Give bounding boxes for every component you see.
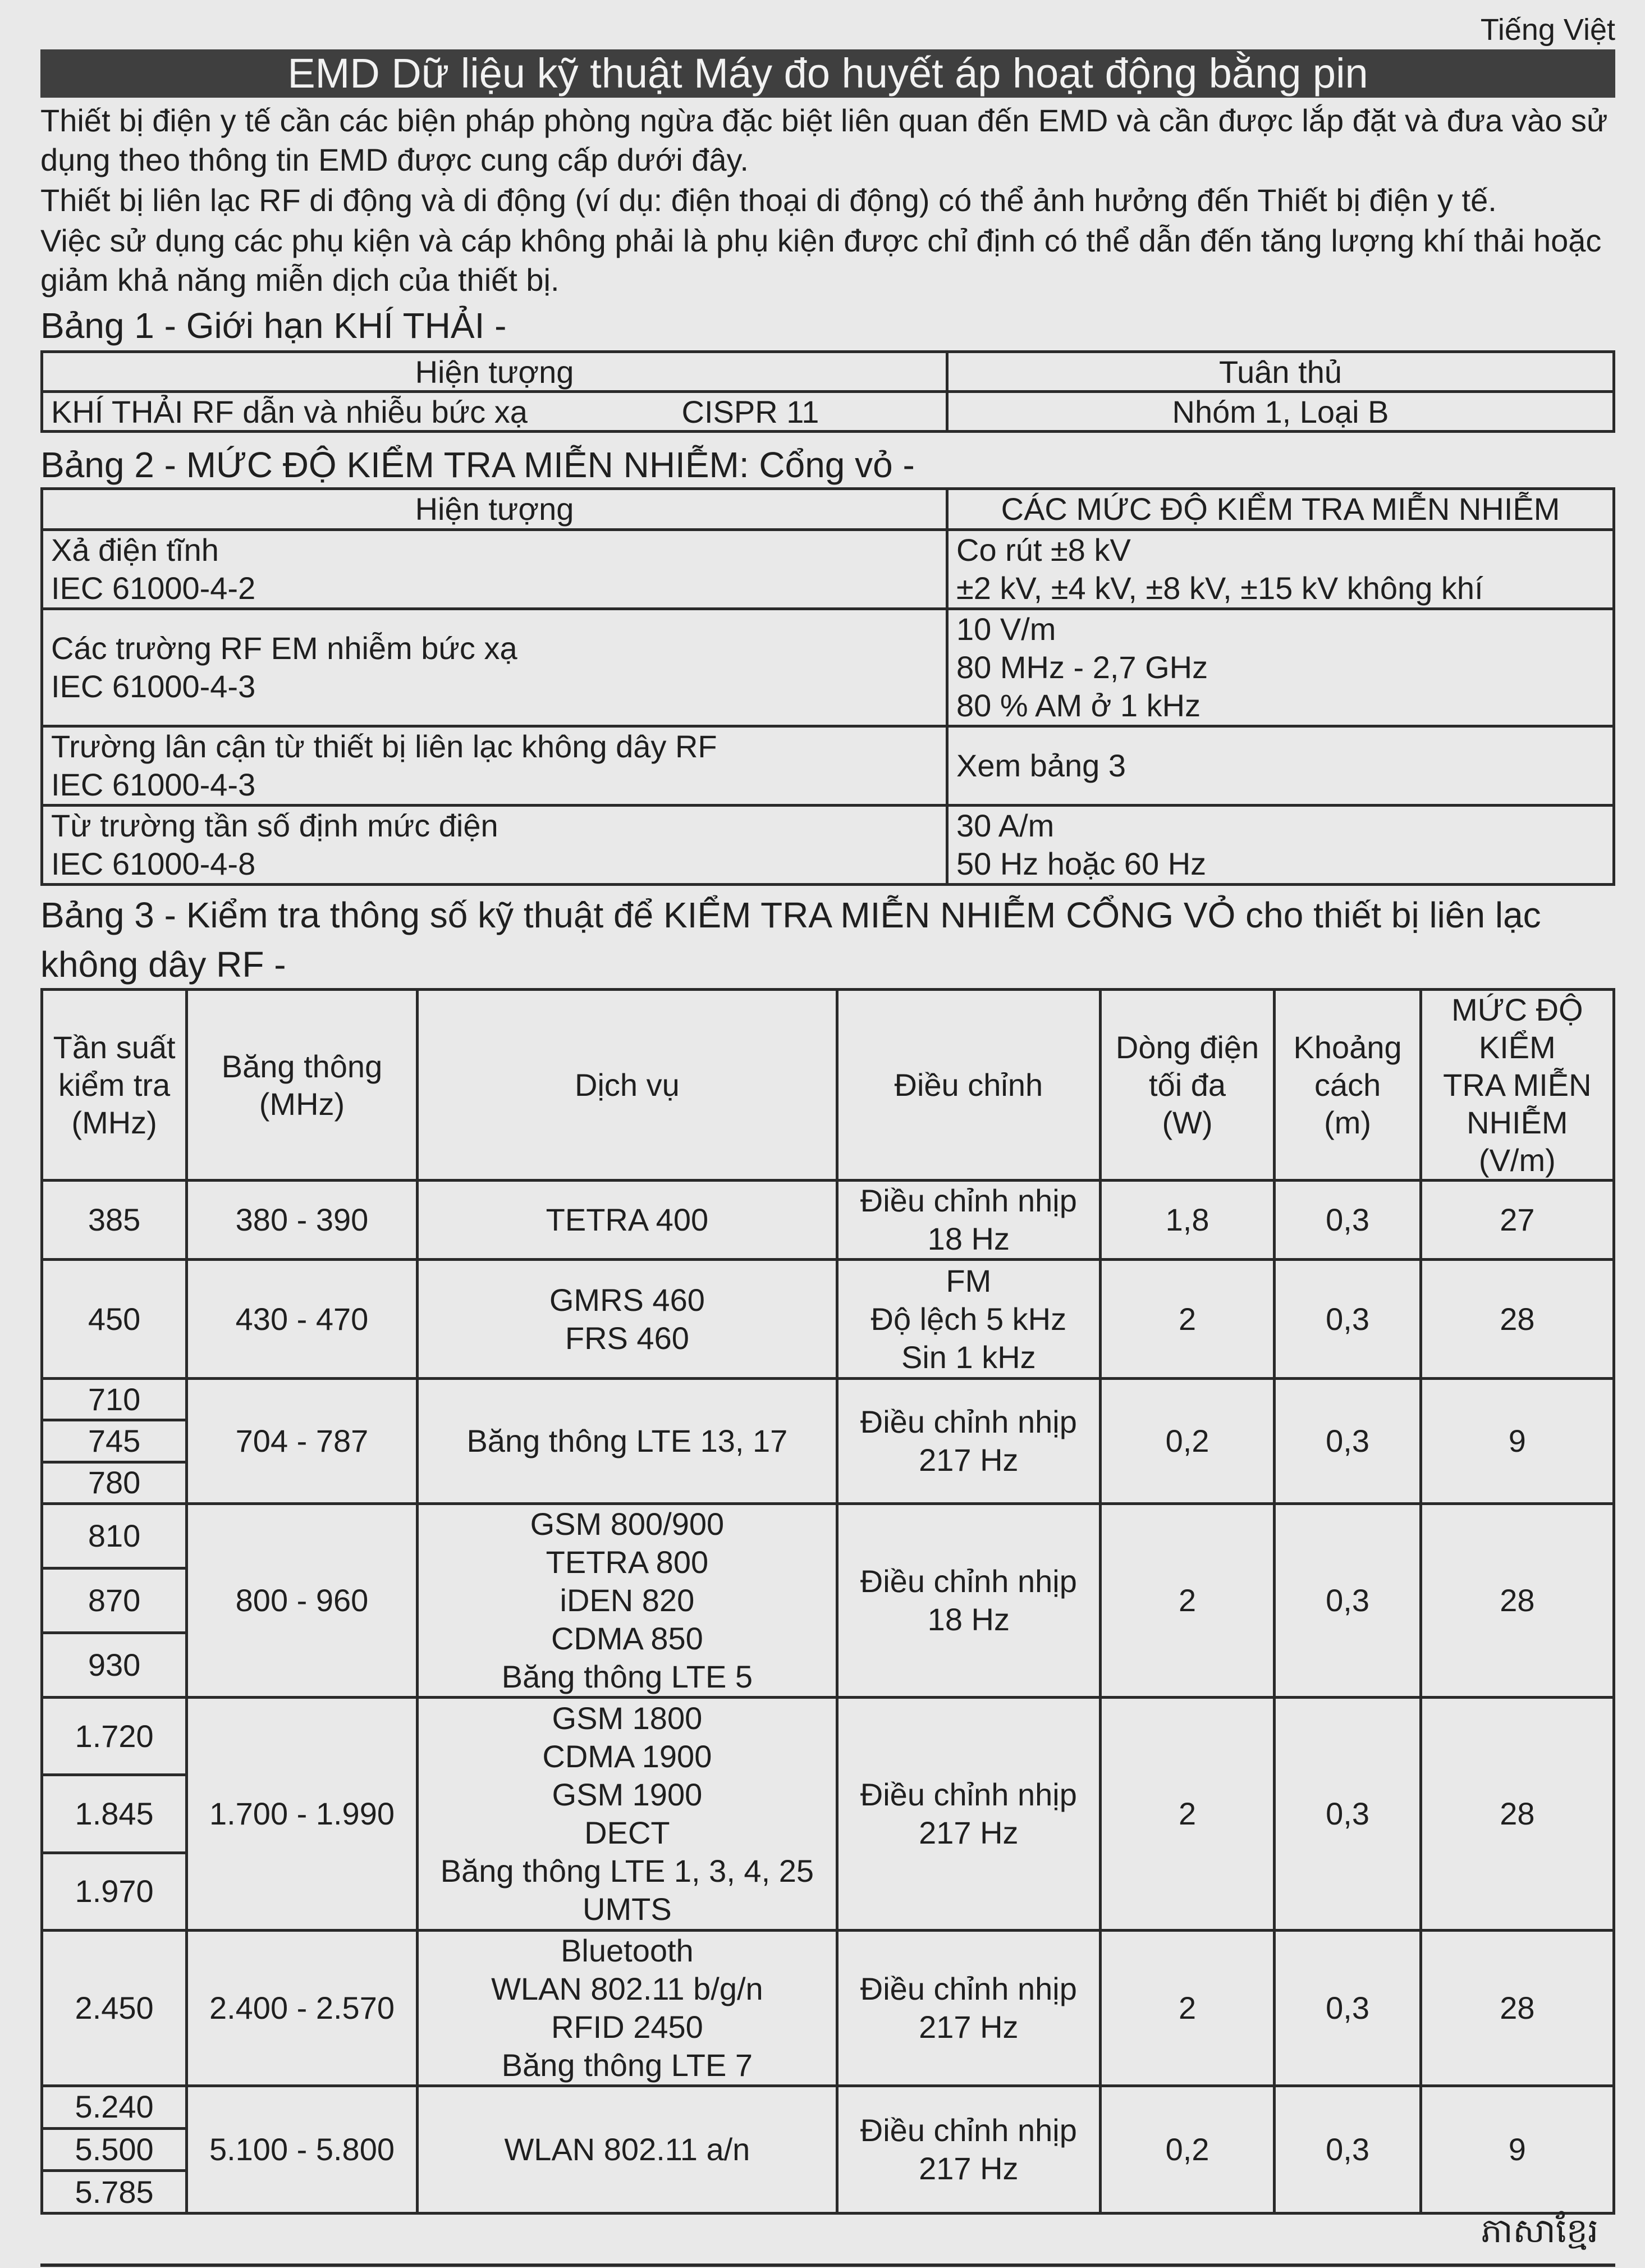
table2-level-line: ±2 kV, ±4 kV, ±8 kV, ±15 kV không khí <box>956 570 1483 606</box>
table3-service-line: GSM 1900 <box>552 1777 703 1812</box>
table1-phenomenon: KHÍ THẢI RF dẫn và nhiễu bức xạ <box>51 394 528 429</box>
intro-paragraph: Thiết bị điện y tế cần các biện pháp phòng ngừa đặc biệt liên quan đến EMD và cần được lắp đặt và đưa vào sử dụng theo thông tin EMD được cung cấp dưới đây. <box>40 103 1608 177</box>
table3-header-line: Điều chỉnh <box>894 1067 1043 1103</box>
table3-header-power <box>1100 990 1275 1181</box>
table3-modulation-line: 217 Hz <box>919 2151 1019 2186</box>
table3-band: 5.100 - 5.800 <box>187 2086 418 2214</box>
table3-header-line: (m) <box>1324 1105 1372 1140</box>
table3-modulation-line: Điều chỉnh nhịp <box>860 1563 1077 1599</box>
table3-modulation-line: 217 Hz <box>919 2009 1019 2045</box>
table3-service-line: iDEN 820 <box>560 1583 695 1618</box>
table3-modulation <box>837 1181 1101 1260</box>
table3-freq <box>42 2086 187 2214</box>
intro-text <box>40 101 1615 300</box>
table3-freq <box>42 1504 187 1698</box>
table3-header-line: Dòng điện <box>1115 1030 1259 1065</box>
table3-row <box>42 1260 1614 1379</box>
table3-header-line: (MHz) <box>71 1105 157 1140</box>
table2-level-line: Co rút ±8 kV <box>956 532 1131 568</box>
table2-levels <box>947 530 1614 609</box>
table3-service-line: CDMA 850 <box>551 1621 703 1656</box>
table3-service <box>417 1504 837 1698</box>
table1-header-phenomenon: Hiện tượng <box>42 352 947 392</box>
table3-modulation <box>837 1931 1101 2086</box>
table3-service <box>417 1379 837 1504</box>
table3-modulation-line: Điều chỉnh nhịp <box>860 1183 1077 1218</box>
table3-distance: 0,3 <box>1275 1504 1421 1698</box>
table3-modulation-line: Điều chỉnh nhịp <box>860 1971 1077 2006</box>
table3-service-line: DECT <box>584 1815 670 1850</box>
table3-band: 380 - 390 <box>187 1181 418 1260</box>
table3-row <box>42 1181 1614 1260</box>
table1-compliance: Nhóm 1, Loại B <box>947 392 1614 432</box>
table3-service-line: Băng thông LTE 7 <box>501 2047 753 2083</box>
table3-level: 28 <box>1421 1931 1614 2086</box>
table3-level: 27 <box>1421 1181 1614 1260</box>
table3-power: 2 <box>1100 1260 1275 1379</box>
table3-modulation-line: Sin 1 kHz <box>901 1339 1036 1375</box>
table3-modulation-line: Độ lệch 5 kHz <box>870 1301 1067 1337</box>
table3-power: 2 <box>1100 1698 1275 1931</box>
table3-service-line: RFID 2450 <box>551 2009 703 2045</box>
table3-header-line: Tần suất <box>53 1030 176 1065</box>
table3-service <box>417 1260 837 1379</box>
page-title: EMD Dữ liệu kỹ thuật Máy đo huyết áp hoạt động bằng pin <box>40 49 1615 98</box>
table3-service <box>417 2086 837 2214</box>
table2-phenomenon-line: IEC 61000-4-3 <box>51 669 256 704</box>
table3-level: 9 <box>1421 2086 1614 2214</box>
table3-distance: 0,3 <box>1275 1181 1421 1260</box>
table3-distance: 0,3 <box>1275 1698 1421 1931</box>
table2-level-line: Xem bảng 3 <box>956 748 1126 783</box>
table3-freq-value: 1.970 <box>75 1873 154 1909</box>
table2-row <box>42 806 1614 885</box>
table3-service-line: FRS 460 <box>565 1320 689 1356</box>
table2-row <box>42 530 1614 609</box>
table2-phenomenon-line: IEC 61000-4-8 <box>51 846 256 881</box>
table3-service-line: UMTS <box>583 1891 672 1927</box>
table3-service <box>417 1698 837 1931</box>
table3-row <box>42 1379 1614 1504</box>
table3-freq-value: 2.450 <box>75 1990 154 2025</box>
table3-power: 0,2 <box>1100 1379 1275 1504</box>
table3-freq-value: 780 <box>88 1465 141 1501</box>
table3-row <box>42 1504 1614 1698</box>
table3-modulation-line: 217 Hz <box>919 1442 1019 1478</box>
table3-header-row <box>42 990 1614 1181</box>
table3-power: 1,8 <box>1100 1181 1275 1260</box>
table1-title: Bảng 1 - Giới hạn KHÍ THẢI - <box>40 305 507 346</box>
table3-service-line: TETRA 400 <box>546 1202 709 1237</box>
table3-service <box>417 1181 837 1260</box>
table3-header-line: Dịch vụ <box>575 1067 680 1103</box>
table3-band: 1.700 - 1.990 <box>187 1698 418 1931</box>
table2-phenomenon <box>42 806 947 885</box>
language-label: Tiếng Việt <box>1480 13 1615 47</box>
table2-phenomenon-line: Từ trường tần số định mức điện <box>51 808 498 843</box>
table2-level-line: 80 MHz - 2,7 GHz <box>956 650 1208 685</box>
table3-freq-value: 710 <box>43 1380 185 1421</box>
table3-level: 9 <box>1421 1379 1614 1504</box>
table3-modulation-line: Điều chỉnh nhịp <box>860 2112 1077 2148</box>
table3-header-line: Băng thông <box>221 1048 383 1084</box>
table2-level-line: 50 Hz hoặc 60 Hz <box>956 846 1207 881</box>
table3-header-modulation <box>837 990 1101 1181</box>
table3-header-distance <box>1275 990 1421 1181</box>
table3-service-line: Băng thông LTE 1, 3, 4, 25 <box>440 1853 814 1889</box>
table3-power: 0,2 <box>1100 2086 1275 2214</box>
table3-header-line: TRA MIỄN <box>1443 1067 1592 1103</box>
table3-service-line: GSM 800/900 <box>530 1506 725 1542</box>
table2-levels <box>947 726 1614 806</box>
table3-distance: 0,3 <box>1275 2086 1421 2214</box>
table2-phenomenon <box>42 609 947 726</box>
table3-service-line: WLAN 802.11 a/n <box>504 2132 750 2167</box>
table3-row <box>42 1931 1614 2086</box>
table2-phenomenon-line: Các trường RF EM nhiễm bức xạ <box>51 630 517 666</box>
table3-distance: 0,3 <box>1275 1379 1421 1504</box>
table3-level: 28 <box>1421 1504 1614 1698</box>
table3-modulation-line: Điều chỉnh nhịp <box>860 1404 1077 1439</box>
table3-level: 28 <box>1421 1260 1614 1379</box>
table3-freq <box>42 1931 187 2086</box>
table3-header-line: tối đa <box>1149 1067 1226 1103</box>
table1-standard: CISPR 11 <box>681 394 819 429</box>
table3-freq-value: 745 <box>43 1421 185 1463</box>
table3-freq <box>42 1181 187 1260</box>
table3-header-band <box>187 990 418 1181</box>
table3-freq-value: 5.240 <box>43 2087 185 2130</box>
table3-header-service <box>417 990 837 1181</box>
table3-service-line: CDMA 1900 <box>542 1739 712 1774</box>
table3-header-level <box>1421 990 1614 1181</box>
table2-title: Bảng 2 - MỨC ĐỘ KIỂM TRA MIỄN NHIỄM: Cổng vỏ - <box>40 445 915 485</box>
table3-header-line: KIỂM <box>1478 1030 1556 1065</box>
table3-power: 2 <box>1100 1504 1275 1698</box>
table2-levels <box>947 806 1614 885</box>
table3-title: Bảng 3 - Kiểm tra thông số kỹ thuật để KIỂM TRA MIỄN NHIỄM CỔNG VỎ cho thiết bị liên lạc không dây RF - <box>40 895 1541 985</box>
table3-freq-value: 1.720 <box>43 1699 185 1776</box>
table3-service-line: GSM 1800 <box>552 1700 703 1736</box>
table3-modulation-line: Điều chỉnh nhịp <box>860 1777 1077 1812</box>
table3-freq <box>42 1260 187 1379</box>
table3-freq-value: 385 <box>88 1202 141 1237</box>
table3-modulation-line: FM <box>946 1263 992 1298</box>
table2-level-line: 80 % AM ở 1 kHz <box>956 688 1201 723</box>
table2-phenomenon <box>42 530 947 609</box>
table3-band: 800 - 960 <box>187 1504 418 1698</box>
table3-header-line: kiểm tra <box>58 1067 171 1103</box>
table3-header-line: cách <box>1314 1067 1381 1103</box>
table3-freq-value: 450 <box>88 1301 141 1337</box>
wireless-test-table <box>40 988 1615 2215</box>
table3-header-line: (MHz) <box>259 1086 345 1122</box>
table3-freq <box>42 1379 187 1504</box>
table3-band: 704 - 787 <box>187 1379 418 1504</box>
table3-modulation-line: 18 Hz <box>927 1221 1010 1256</box>
table3-modulation <box>837 2086 1101 2214</box>
manual-page <box>40 0 1615 2268</box>
table2-phenomenon-line: Xả điện tĩnh <box>51 532 219 568</box>
table2-row <box>42 609 1614 726</box>
table3-freq-value: 1.845 <box>43 1776 185 1854</box>
table3-band: 430 - 470 <box>187 1260 418 1379</box>
table3-freq <box>42 1698 187 1931</box>
table3-freq-value: 5.500 <box>43 2130 185 2173</box>
table3-power: 2 <box>1100 1931 1275 2086</box>
table3-distance: 0,3 <box>1275 1260 1421 1379</box>
table2-level-line: 10 V/m <box>956 611 1056 647</box>
next-language-label: ភាសាខ្មែរ <box>1481 2212 1598 2249</box>
table2-header-levels: CÁC MỨC ĐỘ KIỂM TRA MIỄN NHIỄM <box>947 489 1614 530</box>
table3-service-line: WLAN 802.11 b/g/n <box>491 1971 763 2006</box>
table3-modulation <box>837 1260 1101 1379</box>
table3-modulation <box>837 1379 1101 1504</box>
table3-header-freq <box>42 990 187 1181</box>
intro-paragraph: Việc sử dụng các phụ kiện và cáp không phải là phụ kiện được chỉ định có thể dẫn đến tăng lượng khí thải hoặc giảm khả năng miễn dịch của thiết bị. <box>40 223 1602 298</box>
table3-band: 2.400 - 2.570 <box>187 1931 418 2086</box>
immunity-table <box>40 487 1615 886</box>
table3-header-line: NHIỄM <box>1467 1105 1568 1140</box>
table3-service-line: Bluetooth <box>561 1933 694 1968</box>
table3-distance: 0,3 <box>1275 1931 1421 2086</box>
emission-table <box>40 350 1615 433</box>
table3-modulation-line: 18 Hz <box>927 1602 1010 1637</box>
table3-service-line: TETRA 800 <box>546 1544 709 1580</box>
table2-phenomenon <box>42 726 947 806</box>
table3-modulation <box>837 1504 1101 1698</box>
table3-freq-value: 930 <box>88 1647 141 1682</box>
table2-phenomenon-line: IEC 61000-4-2 <box>51 570 256 606</box>
table2-phenomenon-line: IEC 61000-4-3 <box>51 767 256 802</box>
table2-levels <box>947 609 1614 726</box>
table2-row <box>42 726 1614 806</box>
table3-row <box>42 1698 1614 1931</box>
table3-freq-value: 5.785 <box>75 2174 154 2210</box>
table2-header-phenomenon: Hiện tượng <box>42 489 947 530</box>
table3-service-line: GMRS 460 <box>549 1282 705 1318</box>
divider <box>40 2264 1615 2267</box>
table1-header-compliance: Tuân thủ <box>947 352 1614 392</box>
table3-service-line: Băng thông LTE 5 <box>501 1659 753 1694</box>
table3-header-line: Khoảng <box>1293 1030 1402 1065</box>
table3-header-line: MỨC ĐỘ <box>1451 992 1583 1027</box>
table2-phenomenon-line: Trường lân cận từ thiết bị liên lạc không dây RF <box>51 729 717 764</box>
table3-freq-value: 870 <box>43 1570 185 1634</box>
table3-freq-value: 810 <box>43 1505 185 1570</box>
table3-service <box>417 1931 837 2086</box>
intro-paragraph: Thiết bị liên lạc RF di động và di động (ví dụ: điện thoại di động) có thể ảnh hưởng đến Thiết bị điện y tế. <box>40 182 1497 218</box>
table3-modulation <box>837 1698 1101 1931</box>
table3-row <box>42 2086 1614 2214</box>
table3-level: 28 <box>1421 1698 1614 1931</box>
table3-header-line: (W) <box>1162 1105 1213 1140</box>
table3-service-line: Băng thông LTE 13, 17 <box>466 1423 788 1458</box>
table3-header-line: (V/m) <box>1478 1142 1556 1178</box>
table1-phenomenon-cell <box>42 392 947 432</box>
table3-modulation-line: 217 Hz <box>919 1815 1019 1850</box>
table2-level-line: 30 A/m <box>956 808 1055 843</box>
